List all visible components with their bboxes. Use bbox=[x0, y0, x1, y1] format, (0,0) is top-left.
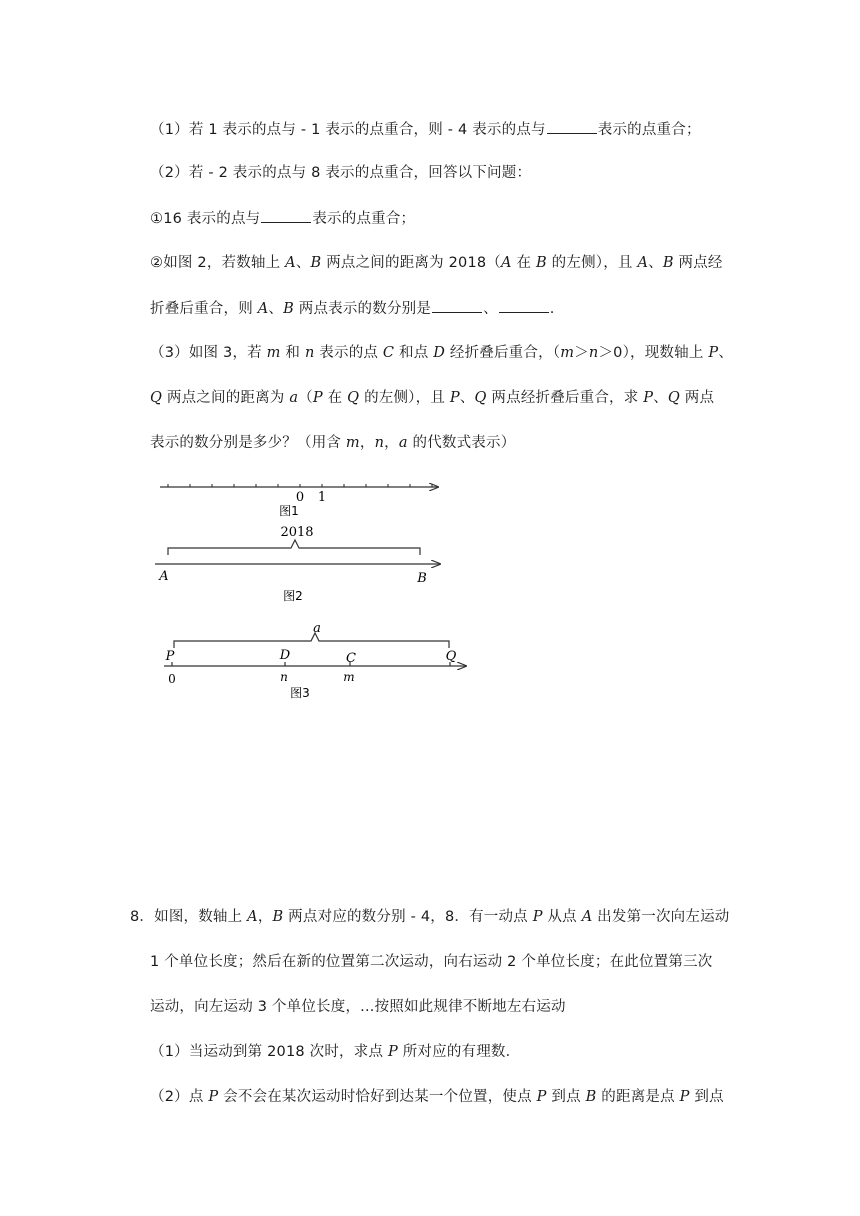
point-C-label: C bbox=[346, 651, 356, 666]
value-m-label: m bbox=[343, 670, 355, 684]
q8-part1: （1）当运动到第 2018 次时，求点 P 所对应的有理数． bbox=[150, 1044, 521, 1060]
q8-part2: （2）点 P 会不会在某次运动时恰好到达某一个位置，使点 P 到点 B 的距离是点 P 到点 bbox=[150, 1089, 724, 1105]
tick-label-0: 0 bbox=[295, 490, 305, 505]
point-Q-label: Q bbox=[445, 649, 457, 664]
q7-part3-cont: Q 两点之间的距离为 a（P 在 Q 的左侧），且 P、Q 两点经折叠后重合，求 P、Q 两点 bbox=[150, 390, 715, 406]
figure-1 bbox=[160, 484, 438, 518]
brace bbox=[168, 540, 420, 555]
q8-line3: 运动，向左运动 3 个单位长度，...按照如此规律不断地左右运动 bbox=[150, 999, 566, 1015]
value-n-label: n bbox=[280, 670, 288, 684]
figure-caption: 图3 bbox=[290, 686, 310, 700]
figure-caption: 图1 bbox=[279, 504, 299, 518]
brace bbox=[174, 633, 449, 648]
figure-2 bbox=[155, 525, 440, 603]
distance-label-a: a bbox=[313, 621, 321, 636]
q8-line2: 1 个单位长度；然后在新的位置第二次运动，向右运动 2 个单位长度；在此位置第三次 bbox=[150, 954, 713, 970]
q7-part2: （2）若 - 2 表示的点与 8 表示的点重合，回答以下问题： bbox=[150, 165, 532, 181]
q7-part3-cont2: 表示的数分别是多少？（用含 m，n，a 的代数式表示） bbox=[150, 435, 516, 451]
q7-part3: （3）如图 3，若 m 和 n 表示的点 C 和点 D 经折叠后重合，（m＞n＞0），现数轴上 P、 bbox=[150, 345, 734, 361]
point-D-label: D bbox=[279, 648, 291, 663]
distance-label: 2018 bbox=[280, 525, 314, 540]
q7-part1: （1）若 1 表示的点与 - 1 表示的点重合，则 - 4 表示的点与 表示的点重合； bbox=[150, 119, 701, 140]
point-P-label: P bbox=[165, 649, 175, 664]
q7-part2-sub2: ②如图 2，若数轴上 A、B 两点之间的距离为 2018（A 在 B 的左侧），且 A、B 两点经 bbox=[150, 255, 723, 271]
q8-line1: 8．如图，数轴上 A，B 两点对应的数分别 - 4，8．有一动点 P 从点 A 出发第一次向左运动 bbox=[130, 909, 730, 925]
point-B-label: B bbox=[417, 571, 427, 586]
figure-3 bbox=[164, 621, 466, 700]
tick-label-1: 1 bbox=[317, 490, 327, 505]
point-A-label: A bbox=[159, 569, 169, 584]
q7-part2-sub2-cont: 折叠后重合，则 A、B 两点表示的数分别是 、 . bbox=[150, 298, 555, 319]
figure-caption: 图2 bbox=[283, 589, 303, 603]
value-0-label: 0 bbox=[168, 672, 176, 686]
q7-part2-sub1: ①16 表示的点与 表示的点重合； bbox=[150, 208, 415, 229]
